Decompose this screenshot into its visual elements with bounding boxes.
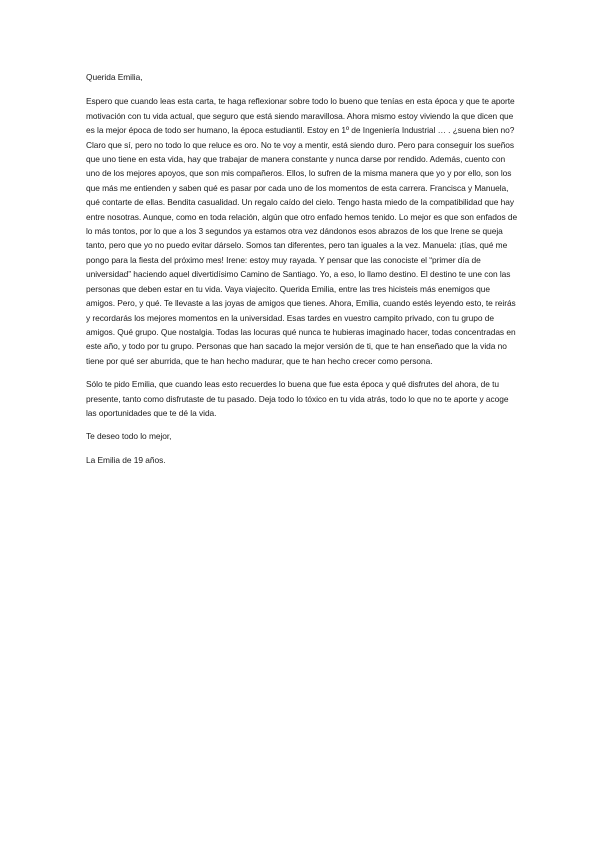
letter-signature: La Emilia de 19 años.: [86, 454, 166, 465]
letter-closing: Te deseo todo lo mejor,: [86, 431, 172, 442]
letter-paragraph-2: Sólo te pido Emilia, que cuando leas esto recuerdes lo buena que fue esta época y qué disfrutes del ahora, de tu presente, tanto como disfrutaste de tu pasado. Deja todo lo tóxico en tu vida atrás, todo lo que no te aporte y acoge las oportunidades que te dé la vida.: [86, 379, 509, 418]
letter-salutation: Querida Emilia,: [86, 72, 143, 82]
letter-body: [86, 70, 518, 467]
letter-paragraph-1: Espero que cuando leas esta carta, te haga reflexionar sobre todo lo bueno que tenías en esta época y que te aporte motivación con tu vida actual, que seguro que está siendo maravillosa. Ahora mismo estoy viviendo la que dicen que es la mejor época de todo ser humano, la época estudiantil. Estoy en 1º de Ingeniería Industrial … . ¿suena bien no? Claro que sí, pero no todo lo que reluce es oro. No te voy a mentir, está siendo duro. Pero para conseguir los sueños que uno tiene en esta vida, hay que trabajar de manera constante y nunca darse por rendido. Además, cuento con uno de los mejores apoyos, que son mis compañeros. Ellos, lo sufren de la misma manera que yo y por ello, son los que más me entienden y saben qué es pasar por cada uno de los momentos de esta carrera. Francisca y Manuela, qué contarte de ellas. Bendita casualidad. Un regalo caído del cielo. Tengo hasta miedo de la compatibilidad que hay entre nosotras. Aunque, como en toda relación, algún que otro enfado hemos tenido. Lo mejor es que son enfados de lo más tontos, por lo que a los 3 segundos ya estamos otra vez dándonos esos abrazos de los que Irene se queja tanto, pero que yo no puedo evitar dárselo. Somos tan diferentes, pero tan iguales a la vez. Manuela: ¡tías, qué me pongo para la fiesta del próximo mes! Irene: estoy muy rayada. Y pensar que las conociste el “primer día de universidad” haciendo aquel divertidísimo Camino de Santiago. Yo, a eso, lo llamo destino. El destino te une con las personas que deben estar en tu vida. Vaya viajecito. Querida Emilia, entre las tres hicisteis más enemigos que amigos. Pero, y qué. Te llevaste a las joyas de amigos que tienes. Ahora, Emilia, cuando estés leyendo esto, te reirás y recordarás los mejores momentos en la universidad. Esas tardes en vuestro campito privado, con tu grupo de amigos. Qué grupo. Que nostalgia. Todas las locuras qué nunca te hubieras imaginado hacer, todas concentradas en este año, y todo por tu grupo. Personas que han sacado la mejor versión de ti, que te han enseñado que la vida no tiene por qué ser aburrida, que te han hecho madurar, que te han hecho crecer como persona.: [86, 96, 518, 366]
